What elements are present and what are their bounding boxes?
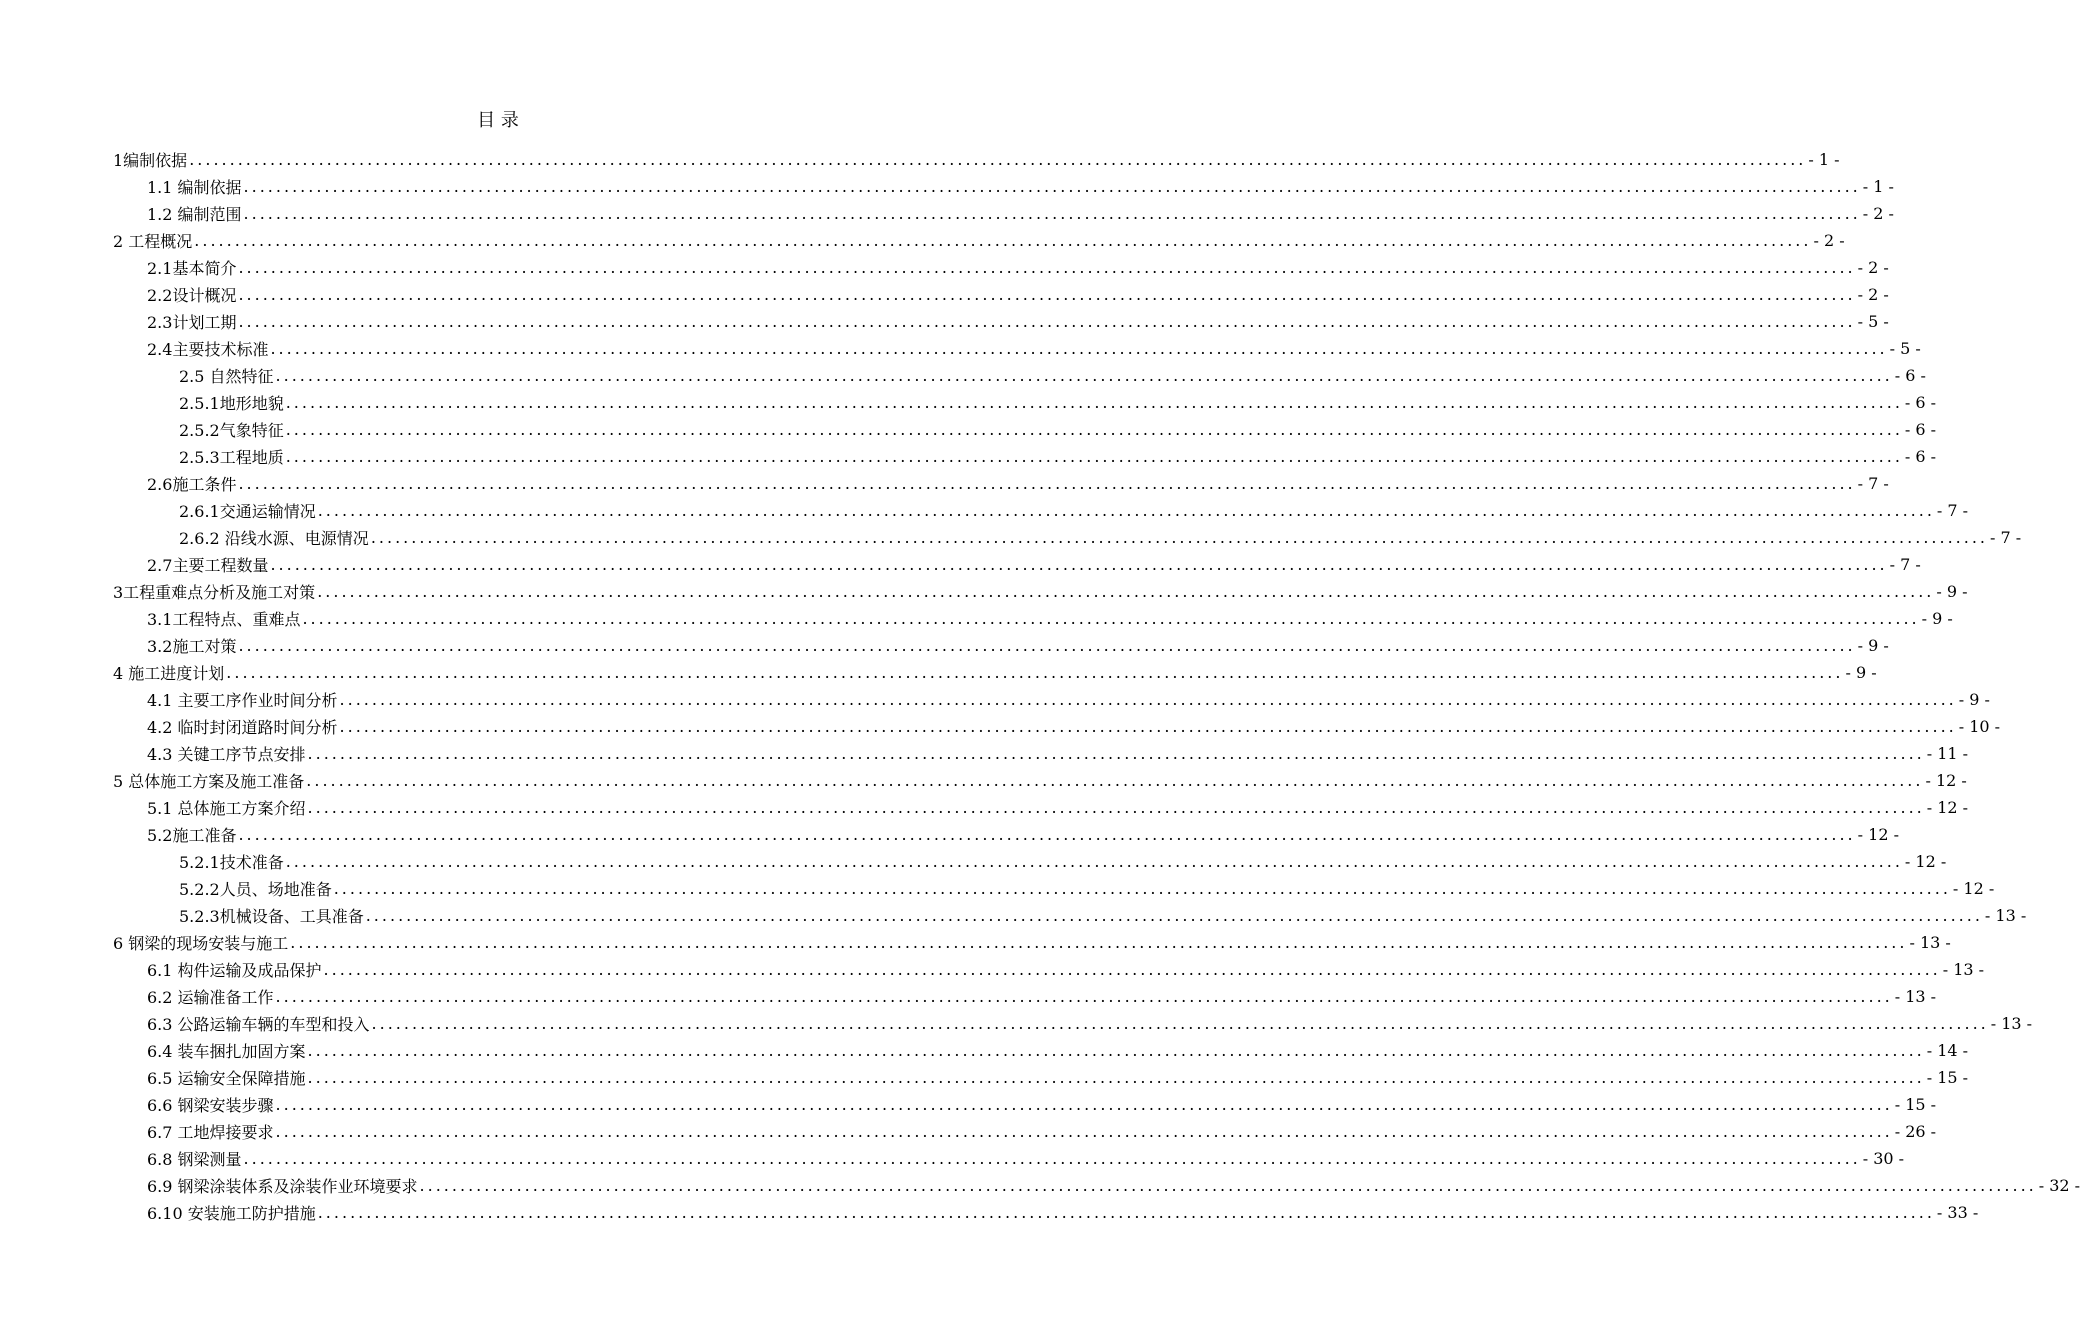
toc-entry-page-number: - 13 - — [1984, 906, 2027, 925]
toc-entry-page-number: - 13 - — [1909, 933, 1951, 952]
toc-entry-page-number: - 14 - — [1926, 1041, 1969, 1060]
toc-entry[interactable] — [113, 902, 2027, 929]
toc-entry[interactable] — [113, 1199, 1979, 1226]
toc-entry[interactable] — [113, 281, 1889, 308]
toc-entry[interactable] — [113, 794, 1969, 821]
toc-entry[interactable] — [113, 497, 1969, 524]
toc-entry-label: 2.6.2 沿线水源、电源情况 — [179, 529, 369, 548]
toc-entry[interactable] — [113, 875, 1995, 902]
toc-entry-page-number: - 2 - — [1862, 204, 1894, 223]
toc-dot-leader: ........................................................................................................................................................................................................ — [307, 798, 1925, 817]
toc-entry-label: 6.3 公路运输车辆的车型和投入 — [147, 1015, 370, 1034]
toc-entry[interactable] — [113, 1118, 1937, 1145]
toc-dot-leader: ........................................................................................................................................................................................................ — [371, 1014, 1989, 1033]
toc-entry[interactable] — [113, 524, 2022, 551]
toc-entry-page-number: - 2 - — [1813, 231, 1845, 250]
toc-dot-leader: ........................................................................................................................................................................................................ — [323, 960, 1941, 979]
toc-entry-label: 6.5 运输安全保障措施 — [147, 1069, 306, 1088]
toc-entry-page-number: - 15 - — [1926, 1068, 1969, 1087]
toc-entry-page-number: - 10 - — [1958, 717, 2001, 736]
toc-entry-page-number: - 7 - — [1990, 528, 2022, 547]
toc-entry-label: 6.6 钢梁安装步骤 — [147, 1096, 274, 1115]
toc-entry-label: 5.1 总体施工方案介绍 — [147, 799, 306, 818]
toc-dot-leader: ........................................................................................................................................................................................................ — [317, 1203, 1935, 1222]
toc-dot-leader: ........................................................................................................................................................................................................ — [275, 1095, 1893, 1114]
toc-entry-label: 4.2 临时封闭道路时间分析 — [147, 718, 338, 737]
toc-entry-page-number: - 9 - — [1921, 609, 1953, 628]
toc-entry[interactable] — [113, 254, 1889, 281]
toc-dot-leader: ........................................................................................................................................................................................................ — [302, 609, 1920, 628]
toc-entry[interactable] — [113, 551, 1921, 578]
toc-entry-page-number: - 1 - — [1808, 150, 1840, 169]
toc-entry[interactable] — [113, 929, 1951, 956]
toc-dot-leader: ........................................................................................................................................................................................................ — [370, 528, 1988, 547]
toc-dot-leader: ........................................................................................................................................................................................................ — [243, 204, 1861, 223]
toc-entry[interactable] — [113, 1064, 1969, 1091]
toc-dot-leader: ........................................................................................................................................................................................................ — [243, 1149, 1861, 1168]
toc-entry-label: 2.3计划工期 — [147, 313, 237, 332]
toc-entry-label: 2.5 自然特征 — [179, 367, 274, 386]
toc-dot-leader: ........................................................................................................................................................................................................ — [285, 852, 1903, 871]
toc-entry-page-number: - 33 - — [1936, 1203, 1979, 1222]
toc-entry-page-number: - 12 - — [1857, 825, 1899, 844]
toc-entry-page-number: - 13 - — [1942, 960, 1985, 979]
toc-entry-page-number: - 5 - — [1857, 312, 1889, 331]
toc-entry-label: 2.7主要工程数量 — [147, 556, 269, 575]
toc-dot-leader: ........................................................................................................................................................................................................ — [365, 906, 1983, 925]
toc-dot-leader: ........................................................................................................................................................................................................ — [275, 987, 1893, 1006]
toc-dot-leader: ........................................................................................................................................................................................................ — [238, 258, 1856, 277]
toc-dot-leader: ........................................................................................................................................................................................................ — [194, 231, 1812, 250]
toc-entry-page-number: - 9 - — [1958, 690, 1990, 709]
toc-entry[interactable] — [113, 1037, 1969, 1064]
toc-entry[interactable] — [113, 227, 1845, 254]
toc-entry-page-number: - 15 - — [1894, 1095, 1937, 1114]
toc-entry-page-number: - 12 - — [1952, 879, 1995, 898]
toc-entry[interactable] — [113, 1010, 2033, 1037]
toc-entry[interactable] — [113, 470, 1889, 497]
toc-entry-label: 3.1工程特点、重难点 — [147, 610, 301, 629]
toc-entry-page-number: - 9 - — [1936, 582, 1968, 601]
toc-entry-page-number: - 2 - — [1857, 285, 1889, 304]
toc-entry-page-number: - 30 - — [1862, 1149, 1905, 1168]
toc-dot-leader: ........................................................................................................................................................................................................ — [270, 555, 1888, 574]
toc-entry-label: 6.1 构件运输及成品保护 — [147, 961, 322, 980]
toc-entry-label: 2.5.2气象特征 — [179, 421, 284, 440]
toc-dot-leader: ........................................................................................................................................................................................................ — [339, 717, 1957, 736]
toc-entry[interactable] — [113, 983, 1937, 1010]
toc-entry-page-number: - 12 - — [1925, 771, 1967, 790]
toc-entry[interactable] — [113, 308, 1889, 335]
toc-entry-page-number: - 7 - — [1936, 501, 1969, 520]
toc-dot-leader: ........................................................................................................................................................................................................ — [226, 663, 1844, 682]
toc-entry[interactable] — [113, 956, 1985, 983]
toc-dot-leader: ........................................................................................................................................................................................................ — [307, 1041, 1925, 1060]
toc-entry[interactable] — [113, 443, 1937, 470]
toc-entry-label: 1.1 编制依据 — [147, 178, 242, 197]
toc-entry-label: 2.6.1交通运输情况 — [179, 502, 316, 521]
toc-entry[interactable] — [113, 659, 1877, 686]
toc-entry-page-number: - 13 - — [1990, 1014, 2033, 1033]
toc-entry-page-number: - 32 - — [2038, 1176, 2080, 1195]
toc-entry-page-number: - 6 - — [1904, 420, 1937, 439]
toc-entry-page-number: - 13 - — [1894, 987, 1937, 1006]
toc-entry-label: 6.7 工地焊接要求 — [147, 1123, 274, 1142]
toc-entry-label: 2.4主要技术标准 — [147, 340, 269, 359]
toc-dot-leader: ........................................................................................................................................................................................................ — [290, 933, 1908, 952]
toc-entry[interactable] — [113, 362, 1926, 389]
toc-dot-leader: ........................................................................................................................................................................................................ — [285, 447, 1903, 466]
toc-entry-label: 5.2.3机械设备、工具准备 — [179, 907, 364, 926]
toc-entry[interactable] — [113, 848, 1947, 875]
toc-entry-page-number: - 9 - — [1845, 663, 1877, 682]
toc-entry-label: 4.1 主要工序作业时间分析 — [147, 691, 338, 710]
toc-entry[interactable] — [113, 389, 1937, 416]
toc-dot-leader: ........................................................................................................................................................................................................ — [275, 366, 1893, 385]
toc-entry[interactable] — [113, 740, 1969, 767]
toc-entry-page-number: - 11 - — [1926, 744, 1969, 763]
toc-entry[interactable] — [113, 200, 1894, 227]
toc-entry[interactable] — [113, 713, 2001, 740]
toc-entry[interactable] — [113, 1145, 1905, 1172]
toc-entry-label: 5.2施工准备 — [147, 826, 237, 845]
toc-entry-label: 6.2 运输准备工作 — [147, 988, 274, 1007]
toc-dot-leader: ........................................................................................................................................................................................................ — [339, 690, 1957, 709]
toc-entry-page-number: - 26 - — [1894, 1122, 1937, 1141]
toc-dot-leader: ........................................................................................................................................................................................................ — [307, 744, 1925, 763]
toc-entry-page-number: - 5 - — [1889, 339, 1921, 358]
toc-entry[interactable] — [113, 821, 1899, 848]
toc-dot-leader: ........................................................................................................................................................................................................ — [238, 312, 1856, 331]
toc-entry[interactable] — [113, 1172, 2080, 1199]
toc-entry-page-number: - 6 - — [1904, 393, 1937, 412]
toc-entry-label: 3.2施工对策 — [147, 637, 237, 656]
toc-dot-leader: ........................................................................................................................................................................................................ — [306, 771, 1924, 790]
toc-entry[interactable] — [113, 605, 1953, 632]
toc-entry-label: 5.2.2人员、场地准备 — [179, 880, 332, 899]
toc-entry[interactable] — [113, 1091, 1937, 1118]
toc-dot-leader: ........................................................................................................................................................................................................ — [243, 177, 1861, 196]
toc-entry-label: 5.2.1技术准备 — [179, 853, 284, 872]
toc-entry-label: 2.6施工条件 — [147, 475, 237, 494]
toc-entry-label: 6.9 钢梁涂装体系及涂装作业环境要求 — [147, 1177, 418, 1196]
toc-dot-leader: ........................................................................................................................................................................................................ — [238, 474, 1856, 493]
toc-dot-leader: ........................................................................................................................................................................................................ — [238, 285, 1856, 304]
toc-dot-leader: ........................................................................................................................................................................................................ — [275, 1122, 1893, 1141]
toc-entry[interactable] — [113, 173, 1894, 200]
toc-dot-leader: ........................................................................................................................................................................................................ — [317, 501, 1935, 520]
toc-entry-page-number: - 7 - — [1857, 474, 1889, 493]
toc-entry-label: 1.2 编制范围 — [147, 205, 242, 224]
table-of-contents — [113, 146, 2080, 1226]
toc-title: 目 录 — [477, 110, 519, 131]
toc-dot-leader: ........................................................................................................................................................................................................ — [238, 825, 1856, 844]
toc-dot-leader: ........................................................................................................................................................................................................ — [285, 420, 1903, 439]
toc-entry-label: 2 工程概况 — [113, 232, 193, 251]
toc-entry-page-number: - 12 - — [1926, 798, 1969, 817]
toc-entry[interactable] — [113, 632, 1889, 659]
toc-dot-leader: ........................................................................................................................................................................................................ — [419, 1176, 2037, 1195]
toc-entry[interactable] — [113, 335, 1921, 362]
toc-entry[interactable] — [113, 146, 1840, 173]
toc-entry-label: 3工程重难点分析及施工对策 — [113, 583, 316, 602]
toc-entry-label: 2.5.3工程地质 — [179, 448, 284, 467]
toc-entry-label: 6.10 安装施工防护措施 — [147, 1204, 316, 1223]
toc-entry-label: 2.5.1地形地貌 — [179, 394, 284, 413]
toc-dot-leader: ........................................................................................................................................................................................................ — [333, 879, 1951, 898]
toc-entry[interactable] — [113, 686, 1990, 713]
toc-dot-leader: ........................................................................................................................................................................................................ — [238, 636, 1856, 655]
toc-entry-page-number: - 1 - — [1862, 177, 1894, 196]
toc-dot-leader: ........................................................................................................................................................................................................ — [317, 582, 1935, 601]
toc-dot-leader: ........................................................................................................................................................................................................ — [270, 339, 1888, 358]
toc-entry-label: 4.3 关键工序节点安排 — [147, 745, 306, 764]
toc-entry[interactable] — [113, 767, 1967, 794]
toc-dot-leader: ........................................................................................................................................................................................................ — [307, 1068, 1925, 1087]
toc-entry-page-number: - 12 - — [1904, 852, 1947, 871]
toc-entry[interactable] — [113, 578, 1968, 605]
toc-entry-label: 5 总体施工方案及施工准备 — [113, 772, 305, 791]
toc-entry-page-number: - 9 - — [1857, 636, 1889, 655]
toc-entry-label: 6 钢梁的现场安装与施工 — [113, 934, 289, 953]
toc-entry-label: 2.2设计概况 — [147, 286, 237, 305]
toc-entry-page-number: - 6 - — [1904, 447, 1937, 466]
toc-entry-label: 4 施工进度计划 — [113, 664, 225, 683]
toc-entry-label: 6.8 钢梁测量 — [147, 1150, 242, 1169]
toc-entry[interactable] — [113, 416, 1937, 443]
toc-entry-label: 1编制依据 — [113, 151, 188, 170]
toc-entry-page-number: - 7 - — [1889, 555, 1921, 574]
toc-entry-label: 6.4 装车捆扎加固方案 — [147, 1042, 306, 1061]
toc-dot-leader: ........................................................................................................................................................................................................ — [189, 150, 1807, 169]
toc-entry-page-number: - 2 - — [1857, 258, 1889, 277]
toc-entry-page-number: - 6 - — [1894, 366, 1926, 385]
toc-dot-leader: ........................................................................................................................................................................................................ — [285, 393, 1903, 412]
toc-entry-label: 2.1基本简介 — [147, 259, 237, 278]
